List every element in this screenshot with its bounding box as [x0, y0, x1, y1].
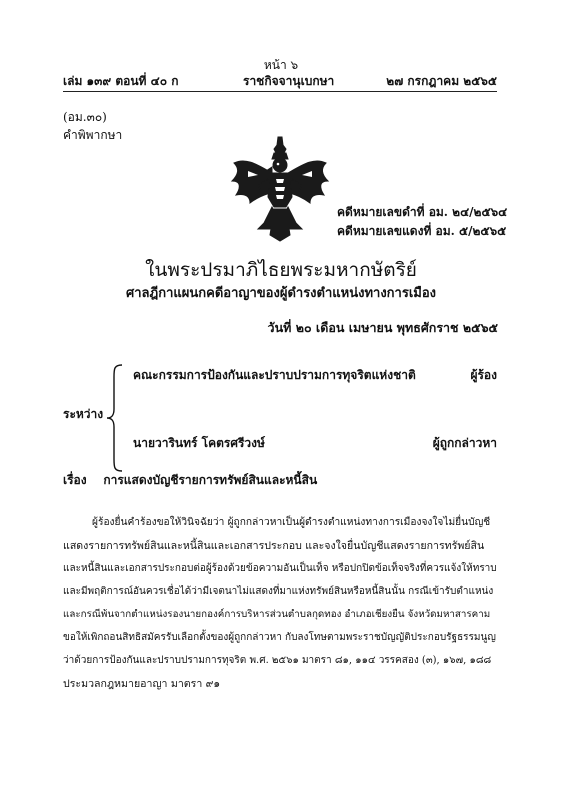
document-type: คำพิพากษา: [63, 128, 123, 142]
court-name: ศาลฎีกาแผนกคดีอาญาของผู้ดำรงตำแหน่งทางการเมือง: [126, 286, 436, 301]
volume-info: เล่ม ๑๓๙ ตอนที่ ๔๐ ก: [63, 74, 179, 88]
form-code: (อม.๓๐): [63, 110, 107, 124]
body-line-7: ว่าด้วยการป้องกันและปราบปรามการทุจริต พ.ศ. ๒๕๖๑ มาตรา ๘๑, ๑๑๔ วรรคสอง (๓), ๑๖๗, ๑๘๘: [63, 655, 492, 666]
black-case-number: คดีหมายเลขดำที่ อม. ๒๔/๒๕๖๔: [337, 205, 508, 219]
body-line-3: และหนี้สินและเอกสารประกอบต่อผู้ร้องด้วยข้อความอันเป็นเท็จ หรือปกปิดข้อเท็จจริงที่ควรแจ้งให้ทราบ: [63, 563, 497, 574]
body-line-1: ผู้ร้องยื่นคำร้องขอให้วินิจฉัยว่า ผู้ถูกกล่าวหาเป็นผู้ดำรงตำแหน่งทางการเมืองจงใจไม่ยื่นบัญชี: [92, 517, 491, 528]
between-label: ระหว่าง: [63, 407, 104, 421]
body-line-6: ขอให้เพิกถอนสิทธิสมัครรับเลือกตั้งของผู้ถูกกล่าวหา กับลงโทษตามพระราชบัญญัติประกอบรัฐธรรมนูญ: [63, 632, 496, 643]
subject-line: [63, 471, 317, 490]
page-number: หน้า ๖: [263, 58, 299, 72]
body-line-4: และมีพฤติการณ์อันควรเชื่อได้ว่ามีเจตนาไม่แสดงที่มาแห่งทรัพย์สินหรือหนี้สินนั้น กรณีเข้ารับตำแหน่ง: [63, 586, 494, 597]
plaintiff-name: คณะกรรมการป้องกันและปราบปรามการทุจริตแห่งชาติ: [133, 368, 416, 382]
red-case-number: คดีหมายเลขแดงที่ อม. ๕/๒๕๖๕: [337, 224, 507, 238]
plaintiff-role: ผู้ร้อง: [470, 368, 497, 382]
body-line-2: แสดงรายการทรัพย์สินและหนี้สินและเอกสารประกอบ และจงใจยื่นบัญชีแสดงรายการทรัพย์สิน: [63, 540, 485, 552]
defendant-name: นายวารินทร์ โคตรศรีวงษ์: [133, 436, 265, 450]
body-line-5: และกรณีพ้นจากตำแหน่งรองนายกองค์การบริหารส่วนตำบลกุดทอง อำเภอเชียงยืน จังหวัดมหาสารคาม: [63, 609, 491, 620]
subject-text: การแสดงบัญชีรายการทรัพย์สินและหนี้สิน: [103, 473, 318, 487]
brace-icon: [104, 363, 126, 473]
header-divider: [63, 91, 497, 92]
royal-title: ในพระปรมาภิไธยพระมหากษัตริย์: [145, 259, 417, 281]
gazette-name: ราชกิจจานุเบกษา: [243, 74, 335, 88]
subject-label: เรื่อง: [63, 473, 87, 487]
garuda-emblem-icon: [228, 135, 332, 243]
gazette-date: ๒๗ กรกฎาคม ๒๕๖๕: [386, 74, 497, 88]
gazette-header: [63, 72, 497, 88]
judgment-date: วันที่ ๒๐ เดือน เมษายน พุทธศักราช ๒๕๖๕: [267, 320, 498, 335]
defendant-role: ผู้ถูกกล่าวหา: [432, 436, 497, 450]
body-line-8: ประมวลกฎหมายอาญา มาตรา ๙๑: [63, 678, 221, 690]
